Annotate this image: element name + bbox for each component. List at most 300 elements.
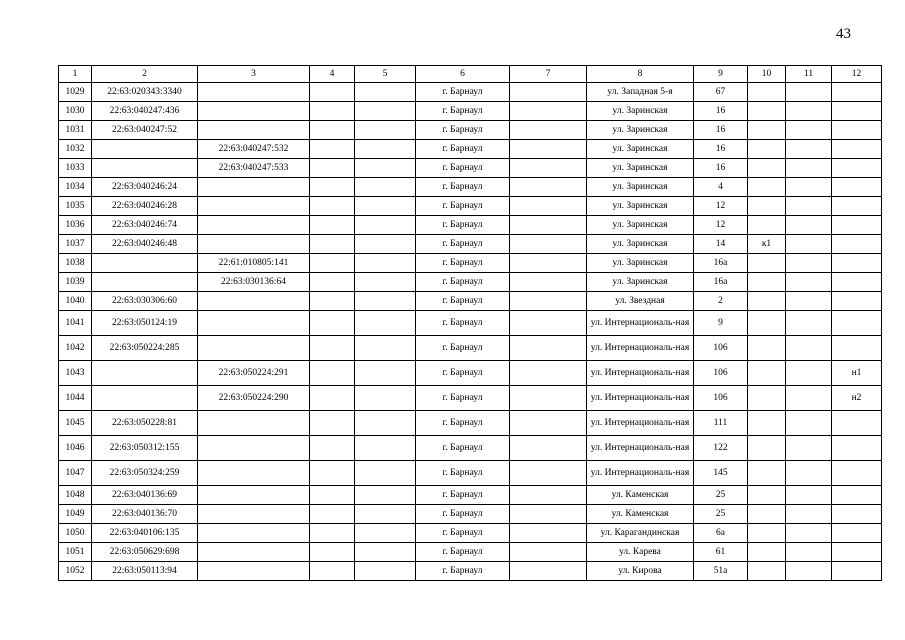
house-number-cell: 16а <box>694 273 748 292</box>
house-number-cell: 111 <box>694 411 748 436</box>
column-4-cell <box>310 197 355 216</box>
column-5-cell <box>355 83 416 102</box>
table-row <box>59 562 882 581</box>
column-header: 2 <box>92 66 198 83</box>
building-cell <box>748 562 786 581</box>
street-cell: ул. Заринская <box>587 159 694 178</box>
cadastral-number-alt-cell <box>198 486 310 505</box>
cadastral-number-alt-cell <box>198 216 310 235</box>
table-row <box>59 102 882 121</box>
cadastral-number-cell: 22:63:040246:74 <box>92 216 198 235</box>
cadastral-number-alt-cell <box>198 436 310 461</box>
room-cell <box>832 311 882 336</box>
cadastral-number-cell: 22:63:050124:19 <box>92 311 198 336</box>
building-cell <box>748 361 786 386</box>
column-7-cell <box>510 292 587 311</box>
street-cell: ул. Заринская <box>587 254 694 273</box>
column-11-cell <box>786 461 832 486</box>
building-cell <box>748 411 786 436</box>
column-11-cell <box>786 102 832 121</box>
row-number-cell: 1042 <box>59 336 92 361</box>
table-row <box>59 524 882 543</box>
city-cell: г. Барнаул <box>416 361 510 386</box>
column-7-cell <box>510 140 587 159</box>
row-number-cell: 1045 <box>59 411 92 436</box>
table-row <box>59 311 882 336</box>
column-4-cell <box>310 102 355 121</box>
street-cell: ул. Каменская <box>587 505 694 524</box>
house-number-cell: 16 <box>694 159 748 178</box>
column-5-cell <box>355 178 416 197</box>
column-5-cell <box>355 159 416 178</box>
house-number-cell: 16 <box>694 140 748 159</box>
cadastral-number-alt-cell <box>198 543 310 562</box>
header-row <box>59 66 882 83</box>
cadastral-number-alt-cell <box>198 562 310 581</box>
street-cell: ул. Каменская <box>587 486 694 505</box>
building-cell <box>748 336 786 361</box>
building-cell <box>748 543 786 562</box>
column-5-cell <box>355 436 416 461</box>
column-header: 1 <box>59 66 92 83</box>
table-row <box>59 254 882 273</box>
column-7-cell <box>510 543 587 562</box>
room-cell <box>832 102 882 121</box>
room-cell <box>832 562 882 581</box>
city-cell: г. Барнаул <box>416 83 510 102</box>
column-5-cell <box>355 292 416 311</box>
cadastral-number-cell: 22:63:040246:24 <box>92 178 198 197</box>
column-7-cell <box>510 121 587 140</box>
city-cell: г. Барнаул <box>416 411 510 436</box>
column-5-cell <box>355 411 416 436</box>
room-cell <box>832 411 882 436</box>
column-4-cell <box>310 336 355 361</box>
street-cell: ул. Заринская <box>587 102 694 121</box>
cadastral-number-alt-cell <box>198 411 310 436</box>
table-row <box>59 159 882 178</box>
row-number-cell: 1044 <box>59 386 92 411</box>
cadastral-number-cell: 22:63:050312:155 <box>92 436 198 461</box>
street-cell: ул. Заринская <box>587 121 694 140</box>
house-number-cell: 14 <box>694 235 748 254</box>
column-11-cell <box>786 178 832 197</box>
row-number-cell: 1030 <box>59 102 92 121</box>
house-number-cell: 12 <box>694 197 748 216</box>
column-header: 8 <box>587 66 694 83</box>
column-11-cell <box>786 361 832 386</box>
building-cell <box>748 159 786 178</box>
house-number-cell: 6а <box>694 524 748 543</box>
room-cell: н1 <box>832 361 882 386</box>
column-11-cell <box>786 159 832 178</box>
column-5-cell <box>355 254 416 273</box>
cadastral-number-cell <box>92 254 198 273</box>
city-cell: г. Барнаул <box>416 140 510 159</box>
column-4-cell <box>310 311 355 336</box>
house-number-cell: 4 <box>694 178 748 197</box>
street-cell: ул. Интернациональ-ная <box>587 386 694 411</box>
cadastral-number-cell <box>92 273 198 292</box>
column-11-cell <box>786 140 832 159</box>
street-cell: ул. Заринская <box>587 140 694 159</box>
cadastral-number-cell: 22:63:050629:698 <box>92 543 198 562</box>
column-11-cell <box>786 235 832 254</box>
building-cell <box>748 386 786 411</box>
column-4-cell <box>310 83 355 102</box>
column-7-cell <box>510 524 587 543</box>
city-cell: г. Барнаул <box>416 159 510 178</box>
column-5-cell <box>355 216 416 235</box>
column-4-cell <box>310 436 355 461</box>
column-4-cell <box>310 562 355 581</box>
building-cell <box>748 524 786 543</box>
room-cell <box>832 178 882 197</box>
house-number-cell: 2 <box>694 292 748 311</box>
street-cell: ул. Звездная <box>587 292 694 311</box>
room-cell <box>832 254 882 273</box>
building-cell <box>748 121 786 140</box>
column-11-cell <box>786 197 832 216</box>
city-cell: г. Барнаул <box>416 505 510 524</box>
column-5-cell <box>355 140 416 159</box>
column-4-cell <box>310 121 355 140</box>
table-row <box>59 140 882 159</box>
column-4-cell <box>310 411 355 436</box>
column-7-cell <box>510 505 587 524</box>
building-cell: к1 <box>748 235 786 254</box>
column-11-cell <box>786 386 832 411</box>
street-cell: ул. Интернациональ-ная <box>587 411 694 436</box>
column-4-cell <box>310 361 355 386</box>
cadastral-number-cell <box>92 361 198 386</box>
street-cell: ул. Кирова <box>587 562 694 581</box>
street-cell: ул. Западная 5-я <box>587 83 694 102</box>
room-cell <box>832 159 882 178</box>
column-4-cell <box>310 292 355 311</box>
house-number-cell: 106 <box>694 386 748 411</box>
table-row <box>59 361 882 386</box>
column-4-cell <box>310 461 355 486</box>
city-cell: г. Барнаул <box>416 436 510 461</box>
row-number-cell: 1050 <box>59 524 92 543</box>
column-header: 3 <box>198 66 310 83</box>
room-cell <box>832 486 882 505</box>
house-number-cell: 67 <box>694 83 748 102</box>
cadastral-number-cell <box>92 159 198 178</box>
column-4-cell <box>310 254 355 273</box>
row-number-cell: 1031 <box>59 121 92 140</box>
house-number-cell: 12 <box>694 216 748 235</box>
room-cell <box>832 216 882 235</box>
cadastral-number-cell: 22:63:040246:28 <box>92 197 198 216</box>
table-row <box>59 386 882 411</box>
city-cell: г. Барнаул <box>416 336 510 361</box>
column-4-cell <box>310 273 355 292</box>
cadastral-number-cell: 22:63:040246:48 <box>92 235 198 254</box>
city-cell: г. Барнаул <box>416 386 510 411</box>
column-header: 9 <box>694 66 748 83</box>
column-header: 11 <box>786 66 832 83</box>
house-number-cell: 51а <box>694 562 748 581</box>
column-7-cell <box>510 486 587 505</box>
row-number-cell: 1037 <box>59 235 92 254</box>
building-cell <box>748 436 786 461</box>
cadastral-number-cell: 22:63:050324:259 <box>92 461 198 486</box>
column-11-cell <box>786 411 832 436</box>
table-row <box>59 83 882 102</box>
column-4-cell <box>310 216 355 235</box>
row-number-cell: 1035 <box>59 197 92 216</box>
column-11-cell <box>786 543 832 562</box>
row-number-cell: 1049 <box>59 505 92 524</box>
cadastral-number-cell: 22:63:050113:94 <box>92 562 198 581</box>
column-header: 5 <box>355 66 416 83</box>
row-number-cell: 1041 <box>59 311 92 336</box>
house-number-cell: 106 <box>694 361 748 386</box>
column-4-cell <box>310 178 355 197</box>
building-cell <box>748 83 786 102</box>
building-cell <box>748 505 786 524</box>
room-cell <box>832 505 882 524</box>
column-11-cell <box>786 273 832 292</box>
column-5-cell <box>355 386 416 411</box>
row-number-cell: 1040 <box>59 292 92 311</box>
cadastral-number-cell <box>92 386 198 411</box>
building-cell <box>748 273 786 292</box>
registry-table <box>58 65 882 581</box>
house-number-cell: 106 <box>694 336 748 361</box>
cadastral-number-alt-cell <box>198 336 310 361</box>
column-7-cell <box>510 361 587 386</box>
room-cell <box>832 273 882 292</box>
city-cell: г. Барнаул <box>416 486 510 505</box>
cadastral-number-cell: 22:63:040136:69 <box>92 486 198 505</box>
table-row <box>59 505 882 524</box>
street-cell: ул. Заринская <box>587 216 694 235</box>
column-5-cell <box>355 311 416 336</box>
cadastral-number-cell: 22:63:050224:285 <box>92 336 198 361</box>
table-row <box>59 273 882 292</box>
house-number-cell: 122 <box>694 436 748 461</box>
room-cell <box>832 436 882 461</box>
column-7-cell <box>510 102 587 121</box>
column-header: 12 <box>832 66 882 83</box>
house-number-cell: 25 <box>694 505 748 524</box>
row-number-cell: 1036 <box>59 216 92 235</box>
cadastral-number-alt-cell <box>198 235 310 254</box>
city-cell: г. Барнаул <box>416 235 510 254</box>
cadastral-number-alt-cell <box>198 311 310 336</box>
city-cell: г. Барнаул <box>416 461 510 486</box>
row-number-cell: 1038 <box>59 254 92 273</box>
column-4-cell <box>310 159 355 178</box>
street-cell: ул. Заринская <box>587 235 694 254</box>
street-cell: ул. Интернациональ-ная <box>587 336 694 361</box>
cadastral-number-alt-cell <box>198 102 310 121</box>
table-row <box>59 336 882 361</box>
room-cell <box>832 140 882 159</box>
column-7-cell <box>510 562 587 581</box>
building-cell <box>748 216 786 235</box>
house-number-cell: 16а <box>694 254 748 273</box>
row-number-cell: 1047 <box>59 461 92 486</box>
column-4-cell <box>310 524 355 543</box>
column-7-cell <box>510 273 587 292</box>
table-row <box>59 235 882 254</box>
column-header: 4 <box>310 66 355 83</box>
street-cell: ул. Интернациональ-ная <box>587 361 694 386</box>
column-7-cell <box>510 436 587 461</box>
street-cell: ул. Заринская <box>587 273 694 292</box>
cadastral-number-alt-cell: 22:63:050224:290 <box>198 386 310 411</box>
street-cell: ул. Интернациональ-ная <box>587 461 694 486</box>
column-4-cell <box>310 235 355 254</box>
column-11-cell <box>786 216 832 235</box>
row-number-cell: 1034 <box>59 178 92 197</box>
column-5-cell <box>355 336 416 361</box>
house-number-cell: 9 <box>694 311 748 336</box>
room-cell <box>832 524 882 543</box>
cadastral-number-cell: 22:63:040247:436 <box>92 102 198 121</box>
building-cell <box>748 486 786 505</box>
column-11-cell <box>786 83 832 102</box>
row-number-cell: 1051 <box>59 543 92 562</box>
column-11-cell <box>786 311 832 336</box>
building-cell <box>748 311 786 336</box>
table-row <box>59 292 882 311</box>
cadastral-number-alt-cell <box>198 178 310 197</box>
column-header: 10 <box>748 66 786 83</box>
building-cell <box>748 461 786 486</box>
column-5-cell <box>355 486 416 505</box>
room-cell <box>832 197 882 216</box>
street-cell: ул. Карева <box>587 543 694 562</box>
table-row <box>59 411 882 436</box>
column-5-cell <box>355 461 416 486</box>
column-11-cell <box>786 524 832 543</box>
column-11-cell <box>786 292 832 311</box>
street-cell: ул. Заринская <box>587 178 694 197</box>
column-7-cell <box>510 336 587 361</box>
column-7-cell <box>510 235 587 254</box>
building-cell <box>748 197 786 216</box>
room-cell <box>832 543 882 562</box>
room-cell <box>832 83 882 102</box>
column-5-cell <box>355 273 416 292</box>
table-row <box>59 216 882 235</box>
house-number-cell: 61 <box>694 543 748 562</box>
column-7-cell <box>510 178 587 197</box>
column-5-cell <box>355 197 416 216</box>
room-cell <box>832 461 882 486</box>
column-5-cell <box>355 524 416 543</box>
city-cell: г. Барнаул <box>416 273 510 292</box>
street-cell: ул. Карагандинская <box>587 524 694 543</box>
page-number: 43 <box>836 26 851 42</box>
cadastral-number-alt-cell: 22:63:030136:64 <box>198 273 310 292</box>
city-cell: г. Барнаул <box>416 254 510 273</box>
cadastral-number-alt-cell: 22:63:040247:533 <box>198 159 310 178</box>
column-4-cell <box>310 486 355 505</box>
row-number-cell: 1052 <box>59 562 92 581</box>
row-number-cell: 1029 <box>59 83 92 102</box>
house-number-cell: 16 <box>694 121 748 140</box>
cadastral-number-alt-cell <box>198 83 310 102</box>
city-cell: г. Барнаул <box>416 543 510 562</box>
row-number-cell: 1039 <box>59 273 92 292</box>
cadastral-number-alt-cell <box>198 121 310 140</box>
column-4-cell <box>310 140 355 159</box>
street-cell: ул. Заринская <box>587 197 694 216</box>
city-cell: г. Барнаул <box>416 102 510 121</box>
building-cell <box>748 178 786 197</box>
column-4-cell <box>310 505 355 524</box>
column-7-cell <box>510 216 587 235</box>
column-11-cell <box>786 254 832 273</box>
building-cell <box>748 254 786 273</box>
city-cell: г. Барнаул <box>416 178 510 197</box>
row-number-cell: 1048 <box>59 486 92 505</box>
column-11-cell <box>786 436 832 461</box>
city-cell: г. Барнаул <box>416 292 510 311</box>
house-number-cell: 25 <box>694 486 748 505</box>
cadastral-number-cell: 22:63:050228:81 <box>92 411 198 436</box>
city-cell: г. Барнаул <box>416 562 510 581</box>
cadastral-number-cell: 22:63:020343:3340 <box>92 83 198 102</box>
table-row <box>59 461 882 486</box>
column-11-cell <box>786 121 832 140</box>
cadastral-number-cell: 22:63:040136:70 <box>92 505 198 524</box>
column-5-cell <box>355 121 416 140</box>
column-7-cell <box>510 197 587 216</box>
column-7-cell <box>510 254 587 273</box>
cadastral-number-alt-cell: 22:63:050224:291 <box>198 361 310 386</box>
city-cell: г. Барнаул <box>416 216 510 235</box>
column-header: 7 <box>510 66 587 83</box>
table-row <box>59 436 882 461</box>
row-number-cell: 1043 <box>59 361 92 386</box>
cadastral-number-cell: 22:63:030306:60 <box>92 292 198 311</box>
street-cell: ул. Интернациональ-ная <box>587 436 694 461</box>
column-11-cell <box>786 486 832 505</box>
cadastral-number-cell <box>92 140 198 159</box>
street-cell: ул. Интернациональ-ная <box>587 311 694 336</box>
cadastral-number-alt-cell <box>198 197 310 216</box>
registry-body <box>59 83 882 581</box>
table-row <box>59 121 882 140</box>
room-cell <box>832 292 882 311</box>
row-number-cell: 1046 <box>59 436 92 461</box>
room-cell <box>832 336 882 361</box>
column-7-cell <box>510 311 587 336</box>
column-7-cell <box>510 83 587 102</box>
table-row <box>59 543 882 562</box>
column-11-cell <box>786 505 832 524</box>
house-number-cell: 145 <box>694 461 748 486</box>
room-cell: н2 <box>832 386 882 411</box>
cadastral-number-cell: 22:63:040247:52 <box>92 121 198 140</box>
cadastral-number-alt-cell: 22:63:040247:532 <box>198 140 310 159</box>
row-number-cell: 1032 <box>59 140 92 159</box>
building-cell <box>748 102 786 121</box>
room-cell <box>832 121 882 140</box>
city-cell: г. Барнаул <box>416 311 510 336</box>
column-7-cell <box>510 411 587 436</box>
cadastral-number-alt-cell <box>198 524 310 543</box>
house-number-cell: 16 <box>694 102 748 121</box>
row-number-cell: 1033 <box>59 159 92 178</box>
